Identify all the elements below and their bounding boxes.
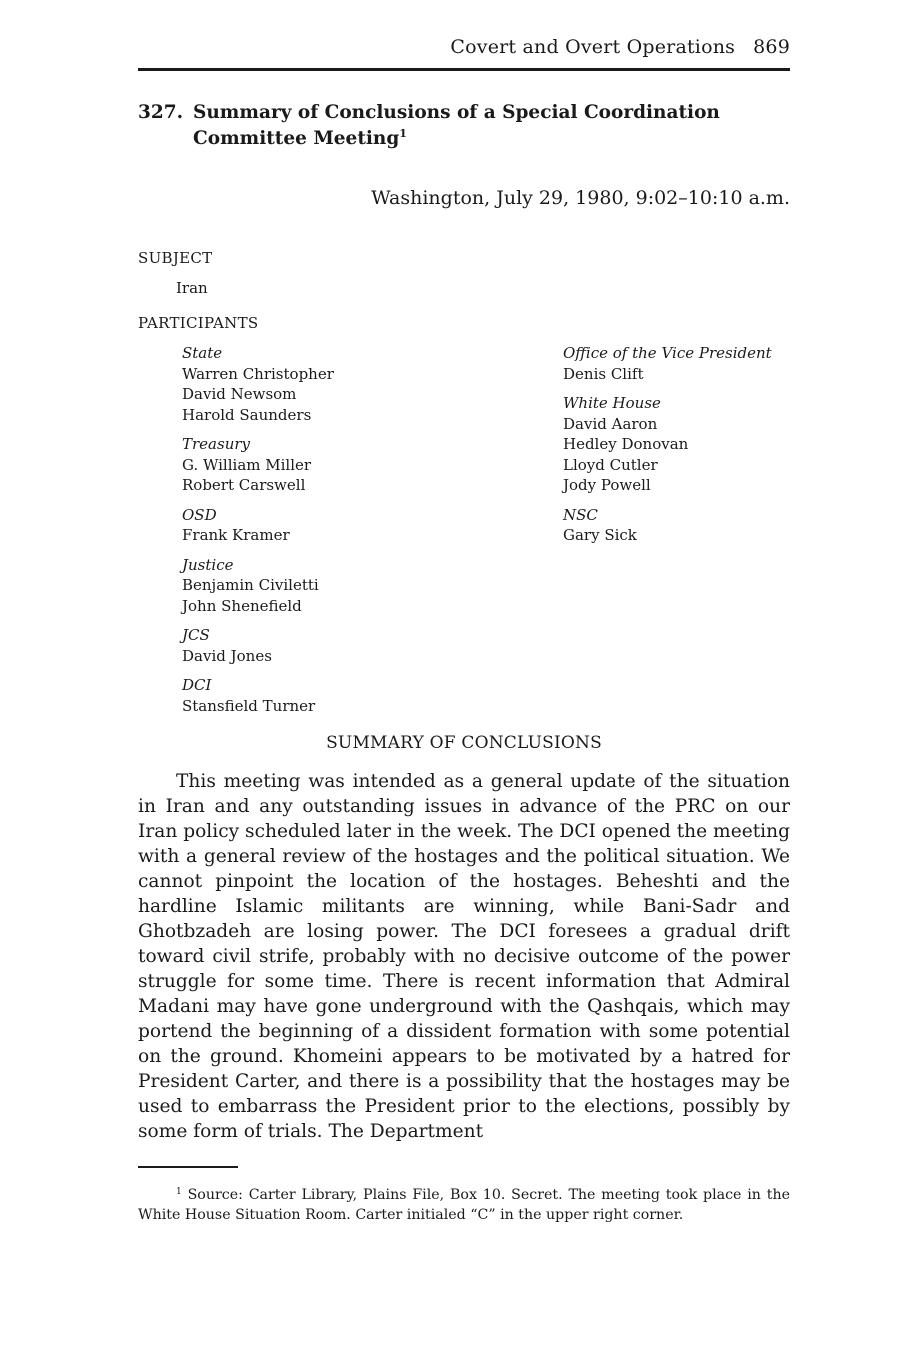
- participant-name: Robert Carswell: [182, 476, 306, 494]
- footnote-reference: 1: [399, 127, 407, 140]
- participant-name: Gary Sick: [563, 526, 637, 544]
- subject-value: Iran: [176, 279, 208, 297]
- running-head-title: Covert and Overt Operations: [450, 36, 736, 58]
- subject-label: SUBJECT: [138, 249, 213, 267]
- participant-group: [182, 675, 512, 716]
- participant-name: David Jones: [182, 646, 272, 665]
- participant-name: Harold Saunders: [182, 405, 312, 424]
- participant-name: Benjamin Civiletti: [182, 576, 319, 594]
- participant-name: Jody Powell: [563, 476, 651, 494]
- participant-org: NSC: [563, 505, 598, 524]
- participants-left-column: [182, 343, 512, 725]
- summary-heading: SUMMARY OF CONCLUSIONS: [326, 733, 602, 753]
- dateline: Washington, July 29, 1980, 9:02–10:10 a.m.: [371, 187, 790, 209]
- participant-org: DCI: [182, 676, 212, 694]
- participant-org: State: [182, 344, 223, 362]
- participant-name: Denis Clift: [563, 364, 644, 383]
- footnote: [138, 1185, 790, 1225]
- participant-group: [182, 505, 512, 546]
- participant-group: [182, 555, 512, 617]
- participant-org: JCS: [182, 626, 210, 644]
- body-paragraph: This meeting was intended as a general update of the situation in Iran and any outstanding issues in advance of the PRC on our Iran policy scheduled later in the week. The DCI opened the meeting with a general review of the hostages and the political situation. We cannot pinpoint the location of the hostages. Beheshti and the hardline Islamic militants are winning, while Bani-Sadr and Ghotbzadeh are losing power. The DCI foresees a gradual drift toward civil strife, probably with no decisive outcome of the power struggle for some time. There is recent information that Admiral Madani may have gone underground with the Qashqais, which may portend the beginning of a dissident formation with some potential on the ground. Khomeini appears to be motivated by a hatred for President Carter, and there is a possibility that the hostages may be used to embarrass the President prior to the elections, possibly by some form of trials. The Department: [138, 771, 790, 1142]
- participant-group: [182, 434, 512, 496]
- participant-name: David Newsom: [182, 385, 297, 403]
- participant-group: [182, 625, 512, 666]
- participant-org: Office of the Vice President: [563, 344, 772, 362]
- participant-name: John Shenefield: [182, 596, 302, 615]
- participant-org: Justice: [182, 555, 234, 574]
- document-number: 327.: [138, 102, 184, 123]
- participant-group: [563, 505, 793, 546]
- running-head: [138, 36, 790, 64]
- participant-org: OSD: [182, 505, 217, 524]
- participant-name: Hedley Donovan: [563, 435, 689, 453]
- participant-org: Treasury: [182, 435, 250, 453]
- participant-group: [563, 393, 793, 496]
- page-number: 869: [753, 36, 790, 58]
- footnote-marker: 1: [176, 1187, 182, 1197]
- document-title: Summary of Conclusions of a Special Coordination Committee Meeting: [193, 102, 720, 149]
- participants-right-column: [563, 343, 793, 555]
- participant-org: White House: [563, 394, 661, 412]
- participant-name: G. William Miller: [182, 455, 312, 474]
- document-heading: [138, 100, 778, 152]
- participant-group: [182, 343, 512, 425]
- header-rule: [138, 68, 790, 71]
- participant-name: Frank Kramer: [182, 526, 290, 544]
- participant-name: Lloyd Cutler: [563, 455, 658, 474]
- participant-group: [563, 343, 793, 384]
- footnote-rule: [138, 1166, 238, 1168]
- participant-name: David Aaron: [563, 414, 658, 433]
- participant-name: Warren Christopher: [182, 364, 334, 383]
- footnote-text: Source: Carter Library, Plains File, Box 10. Secret. The meeting took place in the White House Situation Room. Carter initialed “C” in the upper right corner.: [138, 1187, 790, 1223]
- participant-name: Stansfield Turner: [182, 696, 316, 715]
- participants-label: PARTICIPANTS: [138, 314, 259, 332]
